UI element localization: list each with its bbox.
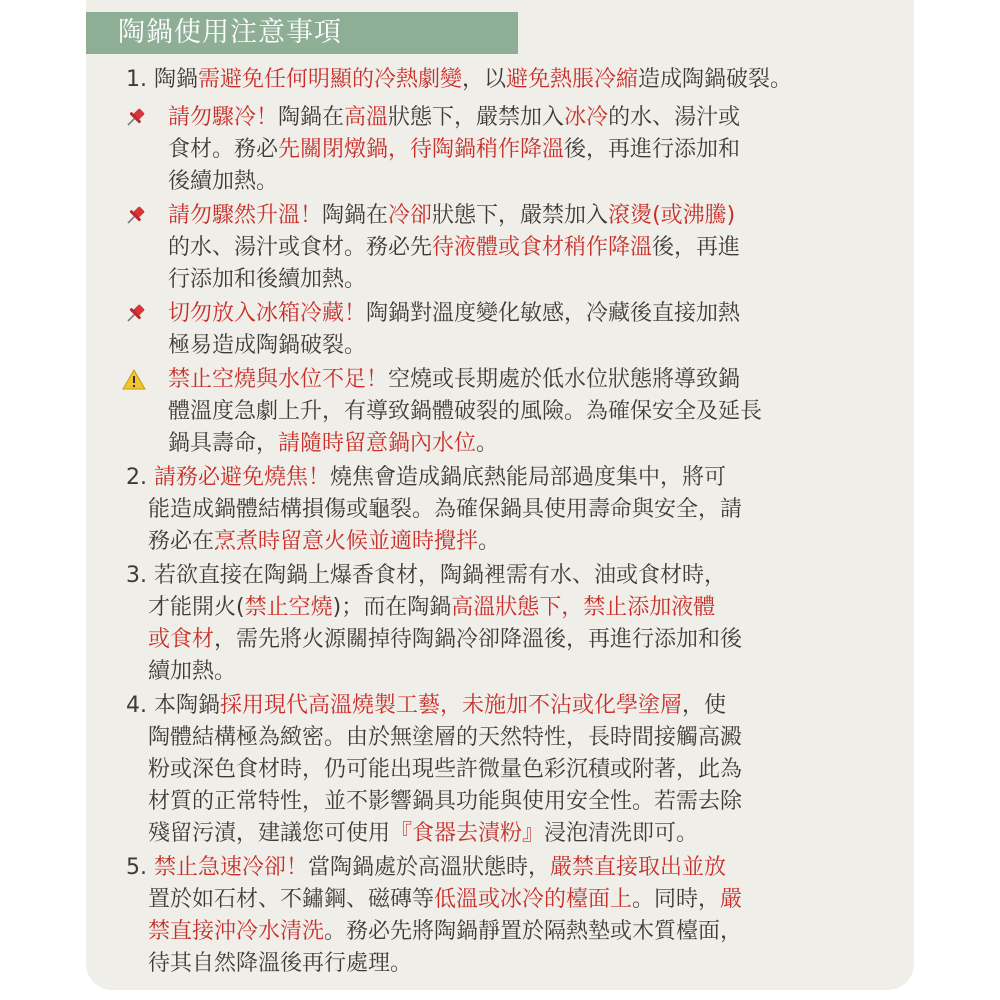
text-line bbox=[126, 690, 726, 722]
text-line bbox=[126, 64, 792, 96]
body-text: 造成陶鍋破裂。 bbox=[638, 67, 793, 92]
text-line bbox=[168, 298, 740, 330]
emphasis-text: 禁止空燒與水位不足！ bbox=[168, 367, 389, 392]
body-text: 陶體結構極為緻密。由於無塗層的天然特性，長時間接觸高澱 bbox=[148, 725, 743, 750]
text-line bbox=[148, 786, 742, 818]
body-text: 粉或深色食材時，仍可能出現些許微量色彩沉積或附著，此為 bbox=[148, 757, 743, 782]
emphasis-text: 待液體或食材稍作降溫 bbox=[432, 235, 653, 260]
body-text: 後，再進行添加和 bbox=[564, 137, 741, 162]
pushpin-icon bbox=[122, 298, 148, 330]
emphasis-text: 採用現代高溫燒製工藝，未施加不沾或化學塗層 bbox=[219, 693, 682, 718]
text-line bbox=[168, 102, 740, 134]
text-line bbox=[168, 330, 366, 362]
body-text: 。 bbox=[476, 431, 499, 456]
body-text: 續加熱。 bbox=[148, 659, 237, 684]
body-text: 行添加和後續加熱。 bbox=[168, 267, 367, 292]
emphasis-text: 請隨時留意鍋內水位 bbox=[278, 431, 477, 456]
emphasis-text: 請勿驟然升溫！ bbox=[168, 203, 323, 228]
body-text: ，使 bbox=[682, 693, 727, 718]
body-text: 。務必先將陶鍋靜置於隔熱墊或木質檯面， bbox=[324, 919, 743, 944]
body-text: ，需先將火源關掉待陶鍋冷卻降溫後，再進行添加和後 bbox=[214, 627, 743, 652]
text-line bbox=[148, 656, 236, 688]
body-text: 燒焦會造成鍋底熱能局部過度集中，將可 bbox=[330, 465, 727, 490]
body-text: 置於如石材、不鏽鋼、磁磚等 bbox=[148, 887, 435, 912]
body-text: 的水、湯汁或食材。務必先 bbox=[168, 235, 433, 260]
body-text: )；而在陶鍋 bbox=[332, 595, 452, 620]
text-line bbox=[126, 462, 726, 494]
body-text: 能造成鍋體結構損傷或龜裂。為確保鍋具使用壽命與安全，請 bbox=[148, 497, 743, 522]
emphasis-text: 低溫或冰冷的檯面上 bbox=[434, 887, 633, 912]
emphasis-text: 或食材 bbox=[148, 627, 215, 652]
emphasis-text: 需避免任何明顯的冷熱劇變 bbox=[197, 67, 462, 92]
body-text: 當陶鍋處於高溫狀態時， bbox=[308, 855, 551, 880]
body-text: 後續加熱。 bbox=[168, 169, 279, 194]
text-line bbox=[148, 592, 715, 624]
emphasis-text: 先關閉燉鍋，待陶鍋稍作降溫 bbox=[278, 137, 565, 162]
emphasis-text: 高溫 bbox=[344, 105, 389, 130]
text-line bbox=[168, 134, 740, 166]
emphasis-text: 嚴禁直接取出並放 bbox=[550, 855, 727, 880]
text-line bbox=[126, 852, 726, 884]
notice-card bbox=[86, 0, 914, 990]
text-line bbox=[148, 526, 500, 558]
body-text: ，以 bbox=[462, 67, 507, 92]
text-line bbox=[148, 722, 742, 754]
emphasis-text: 避免熱脹冷縮 bbox=[506, 67, 639, 92]
body-text: 材質的正常特性，並不影響鍋具功能與使用安全性。若需去除 bbox=[148, 789, 743, 814]
text-line bbox=[168, 264, 366, 296]
body-text: 才能開火( bbox=[148, 595, 245, 620]
body-text: 狀態下，嚴禁加入 bbox=[388, 105, 565, 130]
body-text: 狀態下，嚴禁加入 bbox=[432, 203, 609, 228]
text-line bbox=[168, 428, 498, 460]
body-text: 後，再進 bbox=[652, 235, 741, 260]
body-text: 4. 本陶鍋 bbox=[126, 693, 220, 718]
text-line bbox=[148, 624, 742, 656]
text-line bbox=[148, 494, 742, 526]
text-line bbox=[148, 948, 412, 980]
pushpin-icon bbox=[122, 102, 148, 134]
warning-icon bbox=[122, 364, 146, 396]
body-text: 浸泡清洗即可。 bbox=[544, 821, 699, 846]
text-line bbox=[148, 884, 742, 916]
body-text: 陶鍋在 bbox=[322, 203, 389, 228]
emphasis-text: 嚴 bbox=[720, 887, 743, 912]
emphasis-text: 請務必避免燒焦！ bbox=[153, 465, 330, 490]
text-line bbox=[168, 396, 762, 428]
emphasis-text: 禁止急速冷卻！ bbox=[153, 855, 308, 880]
emphasis-text: 禁直接沖冷水清洗 bbox=[148, 919, 325, 944]
body-text: 極易造成陶鍋破裂。 bbox=[168, 333, 367, 358]
emphasis-text: 切勿放入冰箱冷藏！ bbox=[168, 301, 367, 326]
emphasis-text: 冰冷 bbox=[564, 105, 609, 130]
pushpin-icon bbox=[122, 200, 148, 232]
text-line bbox=[168, 364, 740, 396]
emphasis-text: 滾燙(或沸騰) bbox=[608, 203, 736, 228]
body-text: 陶鍋對溫度變化敏感，冷藏後直接加熱 bbox=[366, 301, 741, 326]
body-text: 空燒或長期處於低水位狀態將導致鍋 bbox=[388, 367, 741, 392]
body-text: 1. 陶鍋 bbox=[126, 67, 198, 92]
body-text: 殘留污漬，建議您可使用 bbox=[148, 821, 391, 846]
emphasis-text: 高溫狀態下，禁止添加液體 bbox=[451, 595, 716, 620]
body-text: 待其自然降溫後再行處理。 bbox=[148, 951, 413, 976]
text-line bbox=[148, 818, 698, 850]
body-text: 務必在 bbox=[148, 529, 215, 554]
body-text: 鍋具壽命， bbox=[168, 431, 279, 456]
body-text: 5. bbox=[126, 855, 154, 880]
section-title: 陶鍋使用注意事項 bbox=[118, 17, 342, 48]
text-line bbox=[148, 754, 742, 786]
section-title-bar bbox=[86, 12, 518, 54]
emphasis-text: 烹煮時留意火候並適時攪拌 bbox=[214, 529, 479, 554]
body-text: 食材。務必 bbox=[168, 137, 279, 162]
text-line bbox=[168, 232, 740, 264]
emphasis-text: 『食器去漬粉』 bbox=[390, 821, 545, 846]
text-line bbox=[168, 200, 735, 232]
text-line bbox=[168, 166, 278, 198]
body-text: 3. 若欲直接在陶鍋上爆香食材，陶鍋裡需有水、油或食材時， bbox=[126, 563, 726, 588]
body-text: 體溫度急劇上升，有導致鍋體破裂的風險。為確保安全及延長 bbox=[168, 399, 763, 424]
emphasis-text: 冷卻 bbox=[388, 203, 433, 228]
emphasis-text: 請勿驟冷！ bbox=[168, 105, 279, 130]
body-text: 的水、湯汁或 bbox=[608, 105, 741, 130]
body-text: 。同時， bbox=[632, 887, 721, 912]
body-text: 。 bbox=[478, 529, 501, 554]
text-line bbox=[148, 916, 742, 948]
emphasis-text: 禁止空燒 bbox=[244, 595, 333, 620]
text-line bbox=[126, 560, 726, 592]
body-text: 陶鍋在 bbox=[278, 105, 345, 130]
body-text: 2. bbox=[126, 465, 154, 490]
